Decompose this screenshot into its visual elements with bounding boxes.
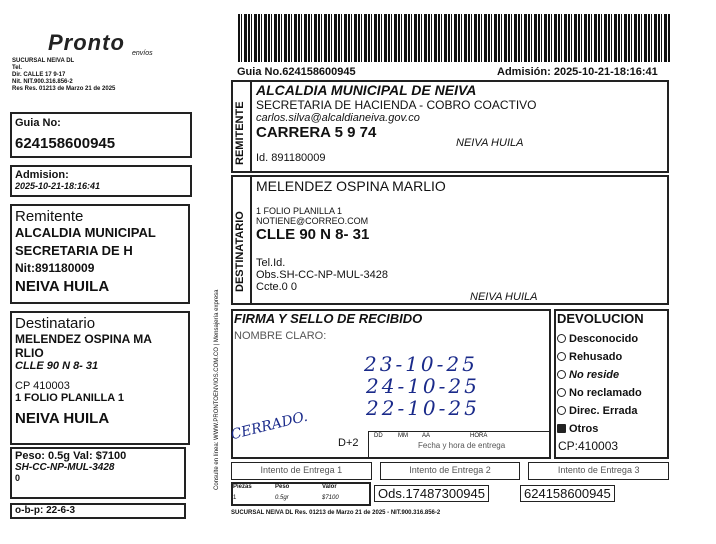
destinatario-side-label: DESTINATARIO: [234, 211, 246, 292]
option-otros[interactable]: Otros: [557, 420, 642, 438]
bt-value-valor: $7100: [322, 495, 339, 501]
devolucion-cp: CP:410003: [558, 439, 619, 453]
remitente-name: ALCALDIA MUNICIPAL DE NEIVA: [256, 82, 477, 98]
handwritten-date-2: 24-10-25: [366, 374, 480, 398]
radio-icon: [557, 370, 566, 379]
bt-header-peso: Peso: [275, 484, 290, 490]
left-dir: Dir. CALLE 17 9-17: [12, 72, 66, 78]
main-admision: Admisión: 2025-10-21-18:16:41: [497, 66, 658, 78]
intento-1: Intento de Entrega 1: [231, 462, 372, 480]
left-footer-box: [10, 447, 186, 499]
left-destinatario-name1: MELENDEZ OSPINA MA: [15, 332, 152, 346]
left-code-box: [10, 503, 186, 519]
option-desconocido[interactable]: Desconocido: [557, 330, 642, 348]
left-peso: Peso: 0.5g Val: $7100: [15, 450, 127, 462]
left-res: Res Res. 01213 de Marzo 21 de 2025: [12, 86, 116, 92]
remitente-id: Id. 891180009: [256, 152, 326, 164]
checked-box-icon: [557, 424, 566, 433]
option-rehusado[interactable]: Rehusado: [557, 348, 642, 366]
destinatario-side-divider: [250, 175, 252, 305]
left-destinatario-content: 1 FOLIO PLANILLA 1: [15, 392, 124, 404]
intentos-row: [231, 462, 669, 480]
left-nit: Nit. NIT.900.316.856-2: [12, 79, 73, 85]
main-guia: Guia No.624158600945: [237, 66, 356, 78]
firma-title: FIRMA Y SELLO DE RECIBIDO: [234, 311, 423, 326]
radio-icon: [557, 352, 566, 361]
left-sucursal: SUCURSAL NEIVA DL: [12, 58, 75, 64]
firma-nombre: NOMBRE CLARO:: [234, 330, 327, 342]
brand-tagline: envíos: [132, 50, 153, 57]
left-destinatario-box: [10, 311, 190, 445]
firma-dd: DD: [374, 433, 383, 439]
left-guia-value: 624158600945: [15, 135, 116, 152]
intento-3: Intento de Entrega 3: [528, 462, 669, 480]
radio-icon: [557, 406, 566, 415]
handwritten-date-3: 22-10-25: [366, 396, 480, 420]
left-destinatario-cp: CP 410003: [15, 380, 70, 392]
bt-value-peso: 0.5gr: [275, 495, 289, 501]
left-tel: Tel.: [12, 65, 22, 71]
left-remitente-label: Remitente: [15, 208, 84, 225]
destinatario-tel: Tel.Id.: [256, 257, 286, 269]
destinatario-folio: 1 FOLIO PLANILLA 1: [256, 206, 343, 216]
remitente-city: NEIVA HUILA: [456, 137, 524, 149]
left-destinatario-name2: RLIO: [15, 346, 44, 360]
left-destinatario-address: CLLE 90 N 8- 31: [15, 360, 99, 372]
left-destinatario-city: NEIVA HUILA: [15, 410, 110, 427]
left-header-block: [12, 58, 192, 93]
handwritten-cerrado: CERRADO.: [229, 408, 310, 444]
firma-dplus: D+2: [338, 437, 359, 449]
remitente-email: carlos.silva@alcaldianeiva.gov.co: [256, 112, 420, 124]
destinatario-cote: Ccte.0 0: [256, 281, 297, 293]
destinatario-email: NOTIENE@CORREO.COM: [256, 216, 369, 226]
left-remitente-line2: SECRETARIA DE H: [15, 243, 133, 258]
destinatario-name: MELENDEZ OSPINA MARLIO: [256, 178, 446, 194]
left-admision-box: [10, 165, 192, 197]
intento-2: Intento de Entrega 2: [380, 462, 521, 480]
bottom-table-box: [231, 482, 371, 506]
left-guia-box: [10, 112, 192, 158]
option-direc-errada[interactable]: Direc. Errada: [557, 402, 642, 420]
left-zero: 0: [15, 473, 21, 483]
remitente-side-divider: [250, 80, 252, 173]
remitente-address: CARRERA 5 9 74: [256, 124, 377, 141]
logo-text: Pronto: [48, 30, 125, 55]
devolucion-options: [557, 330, 642, 438]
firma-mm: MM: [398, 433, 408, 439]
left-remitente-city: NEIVA HUILA: [15, 278, 110, 295]
destinatario-address: CLLE 90 N 8- 31: [256, 226, 370, 243]
option-no-reclamado[interactable]: No reclamado: [557, 384, 642, 402]
remitente-content: [256, 82, 666, 141]
footer-text: SUCURSAL NEIVA DL Res. 01213 de Marzo 21 de 2025 - NIT.900.316.856-2: [231, 510, 441, 516]
left-admision-label: Admision:: [15, 169, 69, 181]
firma-fecha-label: Fecha y hora de entrega: [418, 441, 506, 450]
devolucion-title: DEVOLUCION: [557, 311, 644, 326]
destinatario-obs: Obs.SH-CC-NP-MUL-3428: [256, 269, 389, 281]
firma-aa: AA: [422, 433, 431, 439]
left-admision-value: 2025-10-21-18:16:41: [15, 181, 101, 191]
remitente-dept: SECRETARIA DE HACIENDA - COBRO COACTIVO: [256, 98, 537, 112]
bottom-guia: 624158600945: [520, 485, 615, 502]
vertical-site-text: Consulte en línea: WWW.PRONTOENVIOS.COM.CO | Mensajería expresa: [214, 289, 220, 490]
bt-header-valor: Valor: [322, 484, 337, 490]
bottom-ods: Ods.17487300945: [374, 485, 489, 502]
barcode: [238, 14, 670, 62]
brand-logo: [48, 30, 125, 56]
radio-icon: [557, 388, 566, 397]
option-no-reside[interactable]: No reside: [557, 366, 642, 384]
left-destinatario-label: Destinatario: [15, 315, 96, 332]
left-remitente-line1: ALCALDIA MUNICIPAL: [15, 225, 156, 240]
handwritten-date-1: 23-10-25: [364, 352, 478, 376]
firma-hora: HORA: [470, 433, 488, 439]
destinatario-content: [256, 178, 666, 293]
left-ref: SH-CC-NP-MUL-3428: [15, 462, 115, 473]
destinatario-city: NEIVA HUILA: [470, 291, 538, 303]
remitente-side-label: REMITENTE: [234, 101, 246, 165]
left-guia-label: Guia No:: [15, 117, 61, 129]
bt-value-piezas: 1: [233, 495, 237, 501]
left-code: o-b-p: 22-6-3: [15, 505, 75, 516]
radio-icon: [557, 334, 566, 343]
left-remitente-nit: Nit:891180009: [15, 261, 95, 275]
bt-header-piezas: Piezas: [233, 484, 252, 490]
left-remitente-box: [10, 204, 190, 304]
